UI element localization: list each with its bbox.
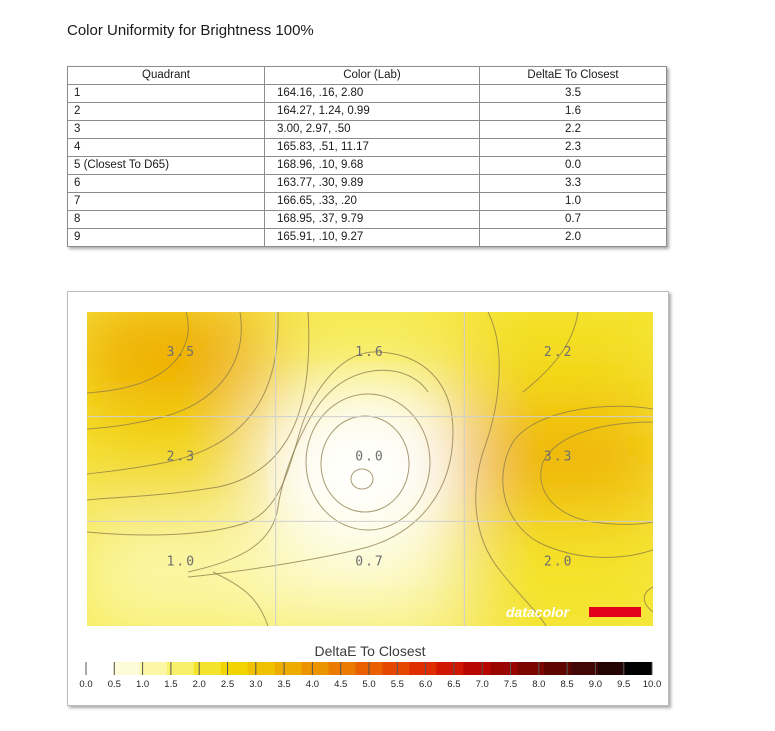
uniformity-table-container [67, 66, 667, 247]
colorbar-segment [571, 662, 598, 675]
heatmap-cell-label: 3.5 [166, 345, 197, 360]
colorbar-tick-label: 3.5 [277, 679, 291, 690]
colorbar-tick-label: 7.0 [475, 679, 489, 690]
cell-lab: 164.27, 1.24, 0.99 [265, 103, 480, 121]
colorbar-tick-label: 9.0 [588, 679, 603, 690]
cell-lab: 165.83, .51, 11.17 [265, 139, 480, 157]
cell-deltae: 0.0 [480, 157, 667, 175]
cell-lab: 165.91, .10, 9.27 [265, 229, 480, 247]
heatmap-panel [67, 291, 669, 706]
heatmap-cell-label: 1.6 [355, 345, 385, 360]
table-row [68, 157, 667, 175]
header-quadrant: Quadrant [68, 67, 265, 85]
colorbar-segment [598, 662, 625, 675]
colorbar-tick-label: 6.0 [418, 679, 433, 690]
table-row [68, 121, 667, 139]
colorbar-tick-label: 8.5 [560, 679, 574, 690]
colorbar-segment [436, 662, 463, 675]
table-row [68, 139, 667, 157]
table-row [68, 229, 667, 247]
heatmap-cell-label: 3.3 [543, 449, 574, 465]
colorbar-segment [221, 662, 248, 675]
cell-deltae: 2.2 [480, 121, 667, 139]
colorbar-tick-label: 5.5 [390, 679, 404, 690]
colorbar-tick-label: 8.0 [532, 679, 546, 690]
heatmap-cell-label: 2.3 [166, 449, 197, 465]
cell-deltae: 0.7 [480, 211, 667, 229]
colorbar-tick-label: 0.5 [107, 679, 121, 690]
colorbar-tick-label: 1.0 [135, 679, 150, 690]
uniformity-heatmap [68, 292, 668, 705]
colorbar-segment [625, 662, 652, 675]
colorbar-segment [140, 662, 167, 675]
colorbar-segment [113, 662, 140, 675]
cell-deltae: 3.5 [480, 85, 667, 103]
colorbar-segment [275, 662, 302, 675]
table-row [68, 103, 667, 121]
colorbar-segment [329, 662, 356, 675]
cell-lab: 168.95, .37, 9.79 [265, 211, 480, 229]
colorbar-tick-label: 10.0 [642, 679, 662, 690]
colorbar-tick-label: 2.5 [220, 679, 235, 690]
colorbar-tick-label: 4.5 [334, 679, 348, 690]
cell-quadrant: 4 [68, 139, 265, 157]
colorbar-tick-label: 0.0 [79, 679, 93, 690]
cell-lab: 164.16, .16, 2.80 [265, 85, 480, 103]
table-header-row [68, 67, 667, 85]
heatmap-cell-label: 2.0 [543, 554, 574, 570]
colorbar-tick-label: 2.0 [192, 679, 206, 690]
heatmap-cell [77, 511, 286, 636]
colorbar-tick-label: 9.5 [617, 679, 631, 690]
cell-deltae: 1.0 [480, 193, 667, 211]
cell-quadrant: 6 [68, 175, 265, 193]
colorbar-title: DeltaE To Closest [314, 643, 426, 659]
colorbar-segment [463, 662, 490, 675]
colorbar-segment [302, 662, 329, 675]
cell-quadrant: 2 [68, 103, 265, 121]
heatmap-cell-label: 0.0 [355, 449, 385, 465]
heatmap-cell-label: 1.0 [166, 554, 197, 570]
colorbar-tick-label: 1.5 [164, 679, 178, 690]
colorbar-segment [490, 662, 517, 675]
cell-lab: 163.77, .30, 9.89 [265, 175, 480, 193]
cell-quadrant: 1 [68, 85, 265, 103]
cell-lab: 3.00, 2.97, .50 [265, 121, 480, 139]
colorbar-tick-label: 4.0 [305, 679, 320, 690]
cell-lab: 168.96, .10, 9.68 [265, 157, 480, 175]
header-deltae: DeltaE To Closest [480, 67, 667, 85]
colorbar-segment [194, 662, 221, 675]
cell-quadrant: 9 [68, 229, 265, 247]
cell-deltae: 2.3 [480, 139, 667, 157]
heatmap-cell-label: 0.7 [355, 554, 385, 570]
table-row [68, 85, 667, 103]
watermark-text: datacolor [506, 604, 570, 620]
cell-lab: 166.65, .33, .20 [265, 193, 480, 211]
colorbar-tick-label: 6.5 [447, 679, 461, 690]
colorbar-segment [382, 662, 409, 675]
cell-quadrant: 5 (Closest To D65) [68, 157, 265, 175]
table-row [68, 193, 667, 211]
page-title: Color Uniformity for Brightness 100% [67, 22, 314, 39]
colorbar-segment [86, 662, 113, 675]
colorbar-tick-label: 5.0 [362, 679, 376, 690]
colorbar-tick-label: 3.0 [249, 679, 263, 690]
cell-deltae: 3.3 [480, 175, 667, 193]
heatmap-cell-label: 2.2 [543, 345, 574, 360]
cell-deltae: 2.0 [480, 229, 667, 247]
colorbar-segment [409, 662, 436, 675]
cell-quadrant: 3 [68, 121, 265, 139]
cell-quadrant: 7 [68, 193, 265, 211]
uniformity-table [67, 66, 667, 247]
table-row [68, 175, 667, 193]
colorbar-tick-label: 7.5 [503, 679, 518, 690]
watermark-bar [589, 607, 641, 617]
cell-quadrant: 8 [68, 211, 265, 229]
colorbar-segment [517, 662, 544, 675]
colorbar-segment [248, 662, 275, 675]
table-row [68, 211, 667, 229]
cell-deltae: 1.6 [480, 103, 667, 121]
header-color-lab: Color (Lab) [265, 67, 480, 85]
